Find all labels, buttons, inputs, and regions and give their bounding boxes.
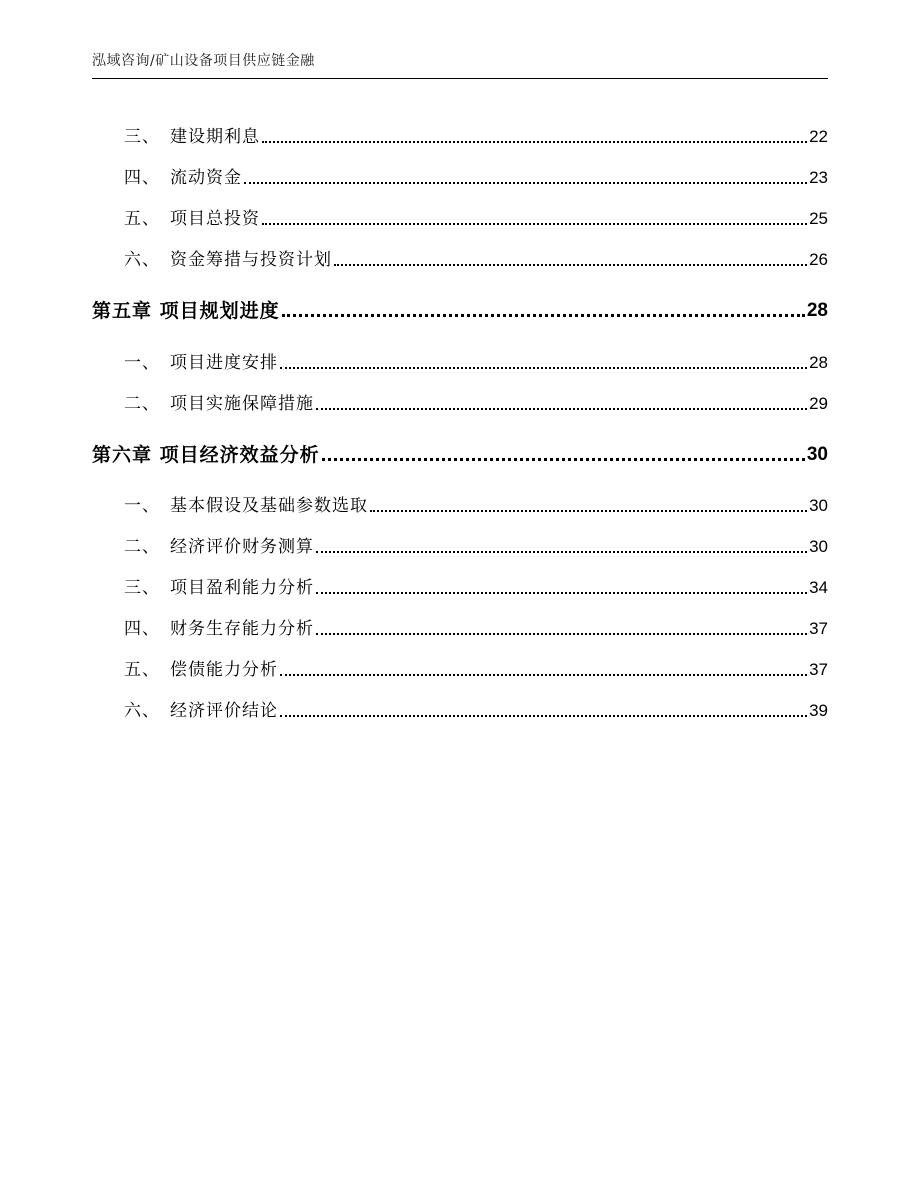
- dot-leader: [280, 715, 807, 717]
- toc-entry-title: 项目实施保障措施: [170, 394, 314, 414]
- header-title: 泓域咨询/矿山设备项目供应链金融: [92, 53, 315, 69]
- toc-chapter-label: [92, 300, 280, 322]
- toc-entry-title: 资金筹措与投资计划: [170, 250, 332, 270]
- dot-leader: [244, 182, 807, 184]
- toc-entry-page: 26: [809, 250, 828, 269]
- toc-entry-page: 30: [809, 537, 828, 556]
- toc-entry-title: 经济评价财务测算: [170, 537, 314, 557]
- toc-entry-page: 28: [809, 353, 828, 372]
- toc-entry-number: 四、: [124, 619, 160, 639]
- toc-entry-title: 流动资金: [170, 168, 242, 188]
- toc-entry-number: 四、: [124, 168, 160, 188]
- dot-leader: [262, 223, 807, 225]
- toc-entry-number: 五、: [124, 660, 160, 680]
- toc-entry-number: 二、: [124, 394, 160, 414]
- toc-chapter-title: 项目规划进度: [159, 300, 280, 322]
- dot-leader: [316, 551, 807, 553]
- dot-leader: [316, 633, 807, 635]
- toc-entry[interactable]: [92, 122, 828, 148]
- toc-entry-number: 六、: [124, 250, 160, 270]
- toc-entry[interactable]: [92, 655, 828, 681]
- toc-entry[interactable]: [92, 163, 828, 189]
- dot-leader: [370, 510, 807, 512]
- toc-entry[interactable]: [92, 204, 828, 230]
- toc-chapter-entry[interactable]: [92, 440, 828, 466]
- page-header: [92, 52, 828, 79]
- toc-entry-label: [124, 208, 260, 230]
- toc-entry-page: 34: [809, 578, 828, 597]
- toc-entry[interactable]: [92, 573, 828, 599]
- toc-entry[interactable]: [92, 348, 828, 374]
- toc-entry-label: [124, 126, 260, 148]
- toc-entry-label: [124, 577, 314, 599]
- toc-entry-title: 项目盈利能力分析: [170, 578, 314, 598]
- toc-chapter-label: [92, 444, 320, 466]
- toc-entry[interactable]: [92, 696, 828, 722]
- toc-entry-title: 建设期利息: [170, 127, 260, 147]
- toc-entry[interactable]: [92, 491, 828, 517]
- toc-entry-page: 37: [809, 660, 828, 679]
- toc-entry-label: [124, 536, 314, 558]
- toc-entry[interactable]: [92, 614, 828, 640]
- dot-leader: [280, 367, 807, 369]
- toc-entry-number: 六、: [124, 701, 160, 721]
- toc-entry-label: [124, 167, 242, 189]
- toc-chapter-page: 30: [806, 444, 828, 465]
- dot-leader: [334, 264, 807, 266]
- toc-entry[interactable]: [92, 532, 828, 558]
- toc-entry-number: 二、: [124, 537, 160, 557]
- toc-entry-number: 一、: [124, 496, 160, 516]
- toc-entry-label: [124, 352, 278, 374]
- toc-entry-label: [124, 495, 368, 517]
- dot-leader: [280, 674, 807, 676]
- toc-chapter-entry[interactable]: [92, 296, 828, 322]
- toc-entry-label: [124, 618, 314, 640]
- toc-entry-page: 22: [809, 127, 828, 146]
- dot-leader: [316, 408, 807, 410]
- toc-entry-page: 37: [809, 619, 828, 638]
- toc-chapter-title: 项目经济效益分析: [159, 444, 320, 466]
- toc-entry-label: [124, 393, 314, 415]
- toc-entry-title: 基本假设及基础参数选取: [170, 496, 368, 516]
- toc-entry[interactable]: [92, 245, 828, 271]
- toc-chapter-number: 第五章: [92, 300, 153, 322]
- toc-entry-number: 三、: [124, 578, 160, 598]
- toc-entry-page: 29: [809, 394, 828, 413]
- toc-entry-page: 39: [809, 701, 828, 720]
- toc-entry-title: 偿债能力分析: [170, 660, 278, 680]
- toc-entry-number: 三、: [124, 127, 160, 147]
- dot-leader: [262, 141, 807, 143]
- toc-chapter-page: 28: [806, 300, 828, 321]
- toc-entry-page: 23: [809, 168, 828, 187]
- dot-leader: [282, 314, 805, 317]
- dot-leader: [316, 592, 807, 594]
- toc-entry-page: 25: [809, 209, 828, 228]
- toc-entry-label: [124, 659, 278, 681]
- toc-entry-title: 经济评价结论: [170, 701, 278, 721]
- toc-entry-title: 财务生存能力分析: [170, 619, 314, 639]
- toc-chapter-number: 第六章: [92, 444, 153, 466]
- toc-entry-number: 一、: [124, 353, 160, 373]
- toc-entry-number: 五、: [124, 209, 160, 229]
- toc-entry-title: 项目总投资: [170, 209, 260, 229]
- toc-entry-title: 项目进度安排: [170, 353, 278, 373]
- toc-entry-label: [124, 700, 278, 722]
- toc-entry[interactable]: [92, 389, 828, 415]
- toc-entry-page: 30: [809, 496, 828, 515]
- dot-leader: [322, 458, 805, 461]
- toc-entry-label: [124, 249, 332, 271]
